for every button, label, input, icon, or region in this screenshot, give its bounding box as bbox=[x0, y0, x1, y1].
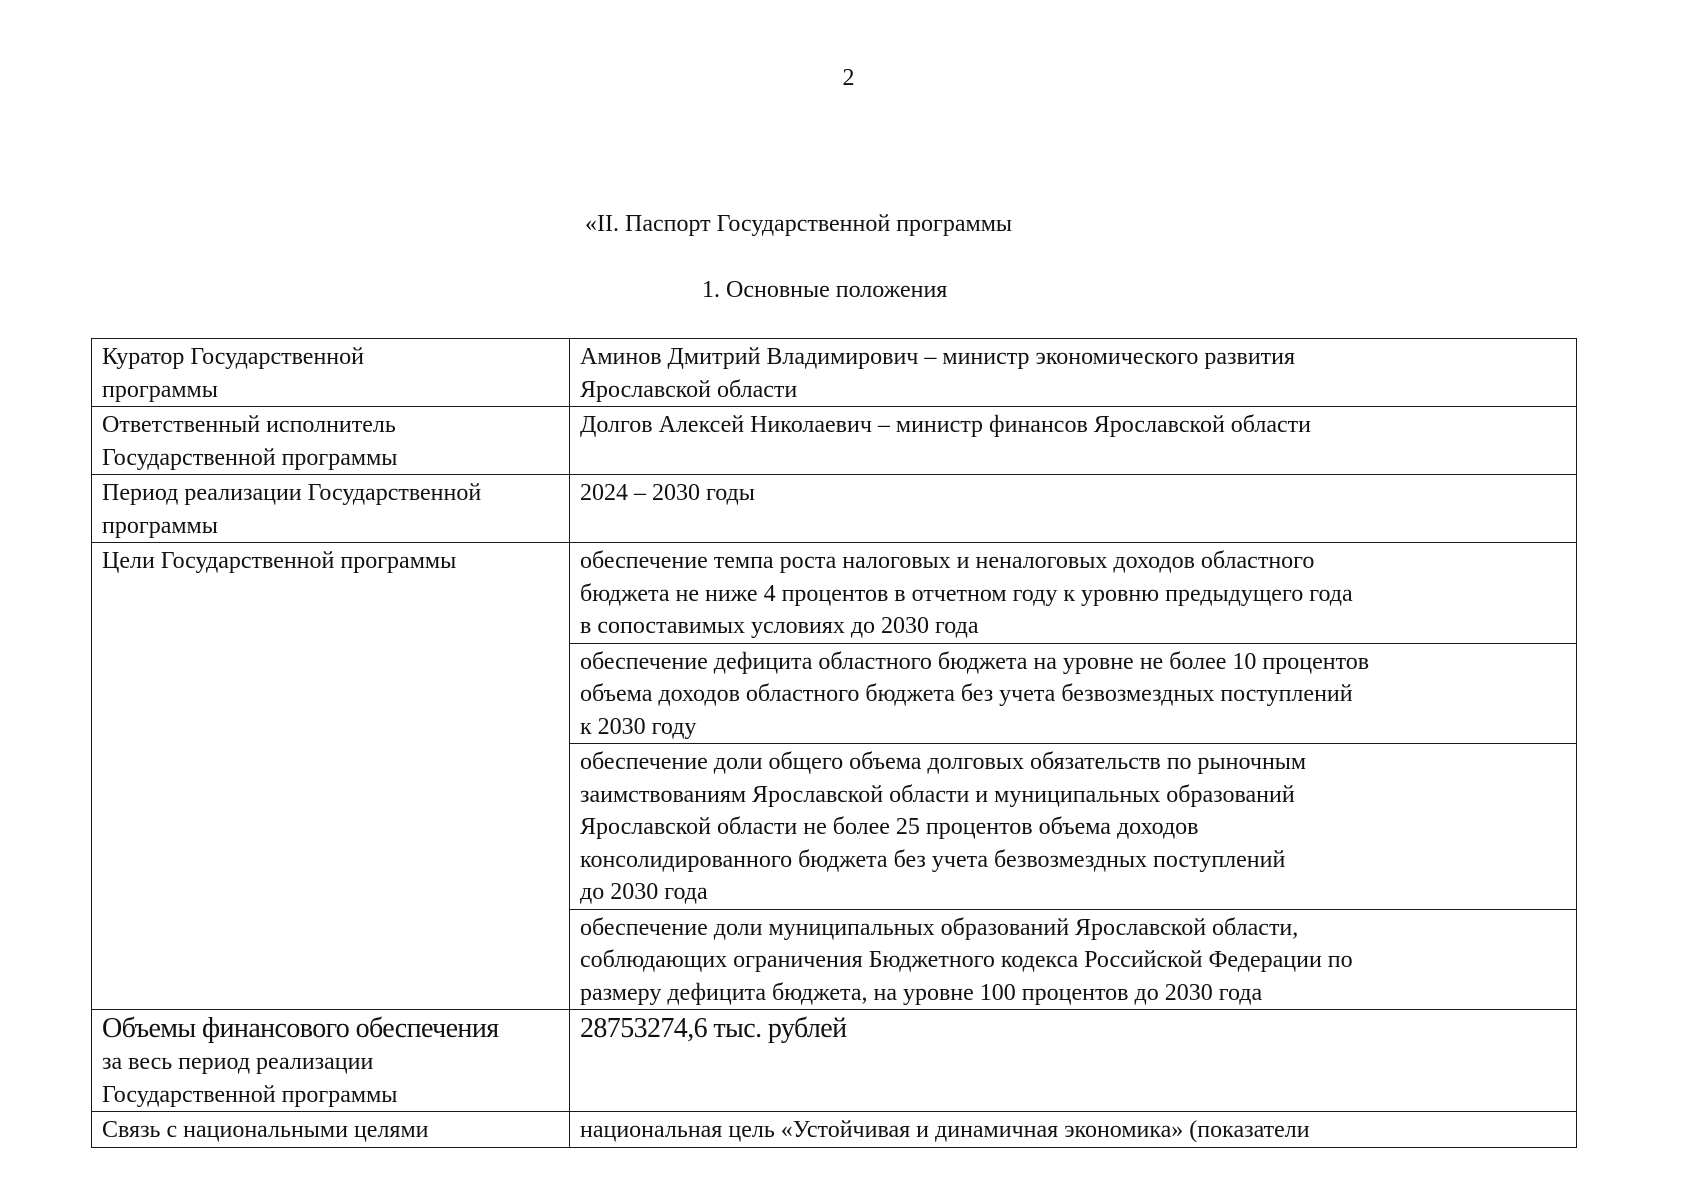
financing-amount: 28753274,6 тыс. рублей bbox=[580, 1013, 847, 1044]
executor-label: Ответственный исполнитель Государственной программы bbox=[92, 407, 570, 475]
subsection-title: 1. Основные положения bbox=[702, 277, 948, 303]
table-row-executor bbox=[92, 407, 1577, 475]
financing-value bbox=[570, 1010, 1577, 1112]
goals-label: Цели Государственной программы bbox=[92, 543, 570, 1010]
table-row-curator bbox=[92, 339, 1577, 407]
executor-value: Долгов Алексей Николаевич – министр финансов Ярославской области bbox=[570, 407, 1577, 475]
table-row-goal-1 bbox=[92, 543, 1577, 644]
financing-label-rest: за весь период реализации Государственной программы bbox=[102, 1049, 398, 1108]
national-goals-label: Связь с национальными целями bbox=[92, 1112, 570, 1148]
goal-item-2: обеспечение дефицита областного бюджета на уровне не более 10 процентов объема доходов областного бюджета без учета безвозмездных поступлений к 2030 году bbox=[570, 643, 1577, 744]
financing-label bbox=[92, 1010, 570, 1112]
financing-label-line1: Объемы финансового обеспечения bbox=[102, 1013, 499, 1044]
goal-item-4: обеспечение доли муниципальных образований Ярославской области, соблюдающих ограничения Бюджетного кодекса Российской Федерации по размеру дефицита бюджета, на уровне 100 процентов до 2030 года bbox=[570, 909, 1577, 1010]
passport-table bbox=[91, 338, 1577, 1148]
period-value: 2024 – 2030 годы bbox=[570, 475, 1577, 543]
table-row-financing bbox=[92, 1010, 1577, 1112]
national-goals-value: национальная цель «Устойчивая и динамичная экономика» (показатели bbox=[570, 1112, 1577, 1148]
curator-label: Куратор Государственной программы bbox=[92, 339, 570, 407]
period-label: Период реализации Государственной программы bbox=[92, 475, 570, 543]
table-row-period bbox=[92, 475, 1577, 543]
goal-item-3: обеспечение доли общего объема долговых обязательств по рыночным заимствованиям Ярославской области и муниципальных образований Ярославской области не более 25 процентов объема доходов консолидированного бюджета без учета безвозмездных поступлений до 2030 года bbox=[570, 744, 1577, 910]
section-title: «II. Паспорт Государственной программы bbox=[585, 211, 1013, 237]
table-row-national-goals bbox=[92, 1112, 1577, 1148]
curator-value: Аминов Дмитрий Владимирович – министр экономического развития Ярославской области bbox=[570, 339, 1577, 407]
page-number: 2 bbox=[842, 65, 855, 91]
goal-item-1: обеспечение темпа роста налоговых и неналоговых доходов областного бюджета не ниже 4 процентов в отчетном году к уровню предыдущего года в сопоставимых условиях до 2030 года bbox=[570, 543, 1577, 644]
